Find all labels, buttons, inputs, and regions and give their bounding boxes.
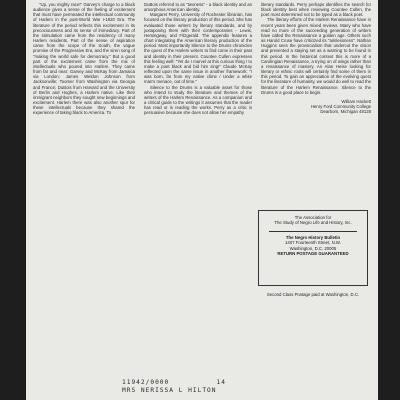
return-postage-note: RETURN POSTAGE GUARANTEED [277, 251, 349, 257]
address-city: Washington, D.C. 20005 [289, 245, 337, 251]
label-code: 11942/0000 [122, 379, 170, 386]
paragraph: "Up, you mighty race!" Garvey's charge to a black audience gives a sense of the feeling of excitement that must have permeated the intellectual community of Harlem in the post-World War I-1920 Era. The literature of the period reflects this excitement in its precociousness and its sense of immediacy. Part of the stimulation came from the residency of many Harlem residents. Part of the sense of aspiration came from the scope of the South, the vague promise of the Progressive Era, and the siren song of "making the world safe for democracy." But a good part of the excitement came from the mix of intellectuals who poured into Harlem. They came from far and near: Garvey and McKay from Jamaica via London; James Weldon Johnson from Jacksonville; Toomer from Washington via Georgia and France; DuBois from Harvard and the University of Berlin and Hughes, a Harlem native. Like their immigrant neighbors they sought new beginnings and excitement. Harlem there was also another spur for these intellectuals because they shared the experience of taking black to America. To [33, 2, 135, 116]
paragraph: Silence to the Drums is a valuable asset for those who intend to study the literature and themes of the writers of the Harlem Renaissance. As a companion and a critical guide to the writings it assumes that the reader has read or is reading the works. Perry as a critic is persuasive because she does not allow her empathy [144, 84, 252, 116]
journal-page [26, 0, 378, 400]
address-label [122, 379, 322, 394]
address-street: 1407 Fourteenth Street, N.W. [285, 240, 341, 246]
bulletin-title: The Negro History Bulletin [285, 234, 341, 240]
paragraph: The literary efforts of the Harlem Renaissance have in recent years been given mixed reviews. Many who have read no more of the succeeding generation of writers have called the Renaissance a golden age. Others such as Harold Cruse have criticized its "aimlessness". Nathan Huggins sees the provincialism that undercut the vision and prevented a staying set as a warning to be found in this period. In the historical context this is more of a Carolingian Renaissance, a trying on of wings rather than a renaissance of mastery. An Alan Heise looking for literary or ethnic roots will certainly find some of them in this period. To gain an appreciation of the evolving quest for the literature of humanity, we would do well to read the literature of the Harlem Renaissance. Silence to the Drums is a good place to begin. [261, 17, 371, 95]
reviewer-affiliation: Henry Ford Community College [310, 104, 371, 110]
reviewer-location: Dearborn, Michigan 48128 [320, 109, 371, 115]
article-column-2 [144, 2, 252, 115]
label-page: 14 [216, 379, 226, 386]
paragraph: DuBois referred to as "twoness" - a black identity and an amorphous American identity. [144, 2, 252, 13]
paragraph: Margaret Perry, University of Rochester librarian, has focused on the literary production of this period. She has evaluated those writers by literary standards, and by juxtaposing them with their contemporaries - Lewis, Hemingway, and Fitzgerald. The appendix features a chart integrating the American literary production of the period. Most importantly Silence to the Drums chronicles the quest of the Harlem writers to find come in their past and identity in their present. Countee Cullen expresses this feeling well: "Yet do I marvel at this curious thing / to make a poet black and bid him sing!" Claude McKay reflected upon the same issue in another framework: "I was born, far from my native clime / Under a white man's menace, out of time." [144, 12, 252, 85]
divider [269, 231, 357, 232]
label-name: MRS NERISSA L HILTON [122, 386, 217, 394]
mailing-box [258, 210, 368, 286]
paragraph: literary standards. Perry perhaps identifies the search for black identity best when reviewing Countee Cullen, the poet most determined not to be typed as a black poet. [261, 2, 371, 18]
article-column-1 [33, 2, 135, 115]
reviewer-signature [261, 99, 371, 115]
postage-note: Second Class Postage paid at Washington, D.C. [266, 292, 360, 297]
article-column-3 [261, 2, 371, 115]
publisher-line-1: The Association for [294, 215, 332, 220]
reviewer-name: William Hackett [341, 98, 371, 104]
publisher-line-2: The Study of Negro Life and History, Inc. [274, 220, 352, 226]
